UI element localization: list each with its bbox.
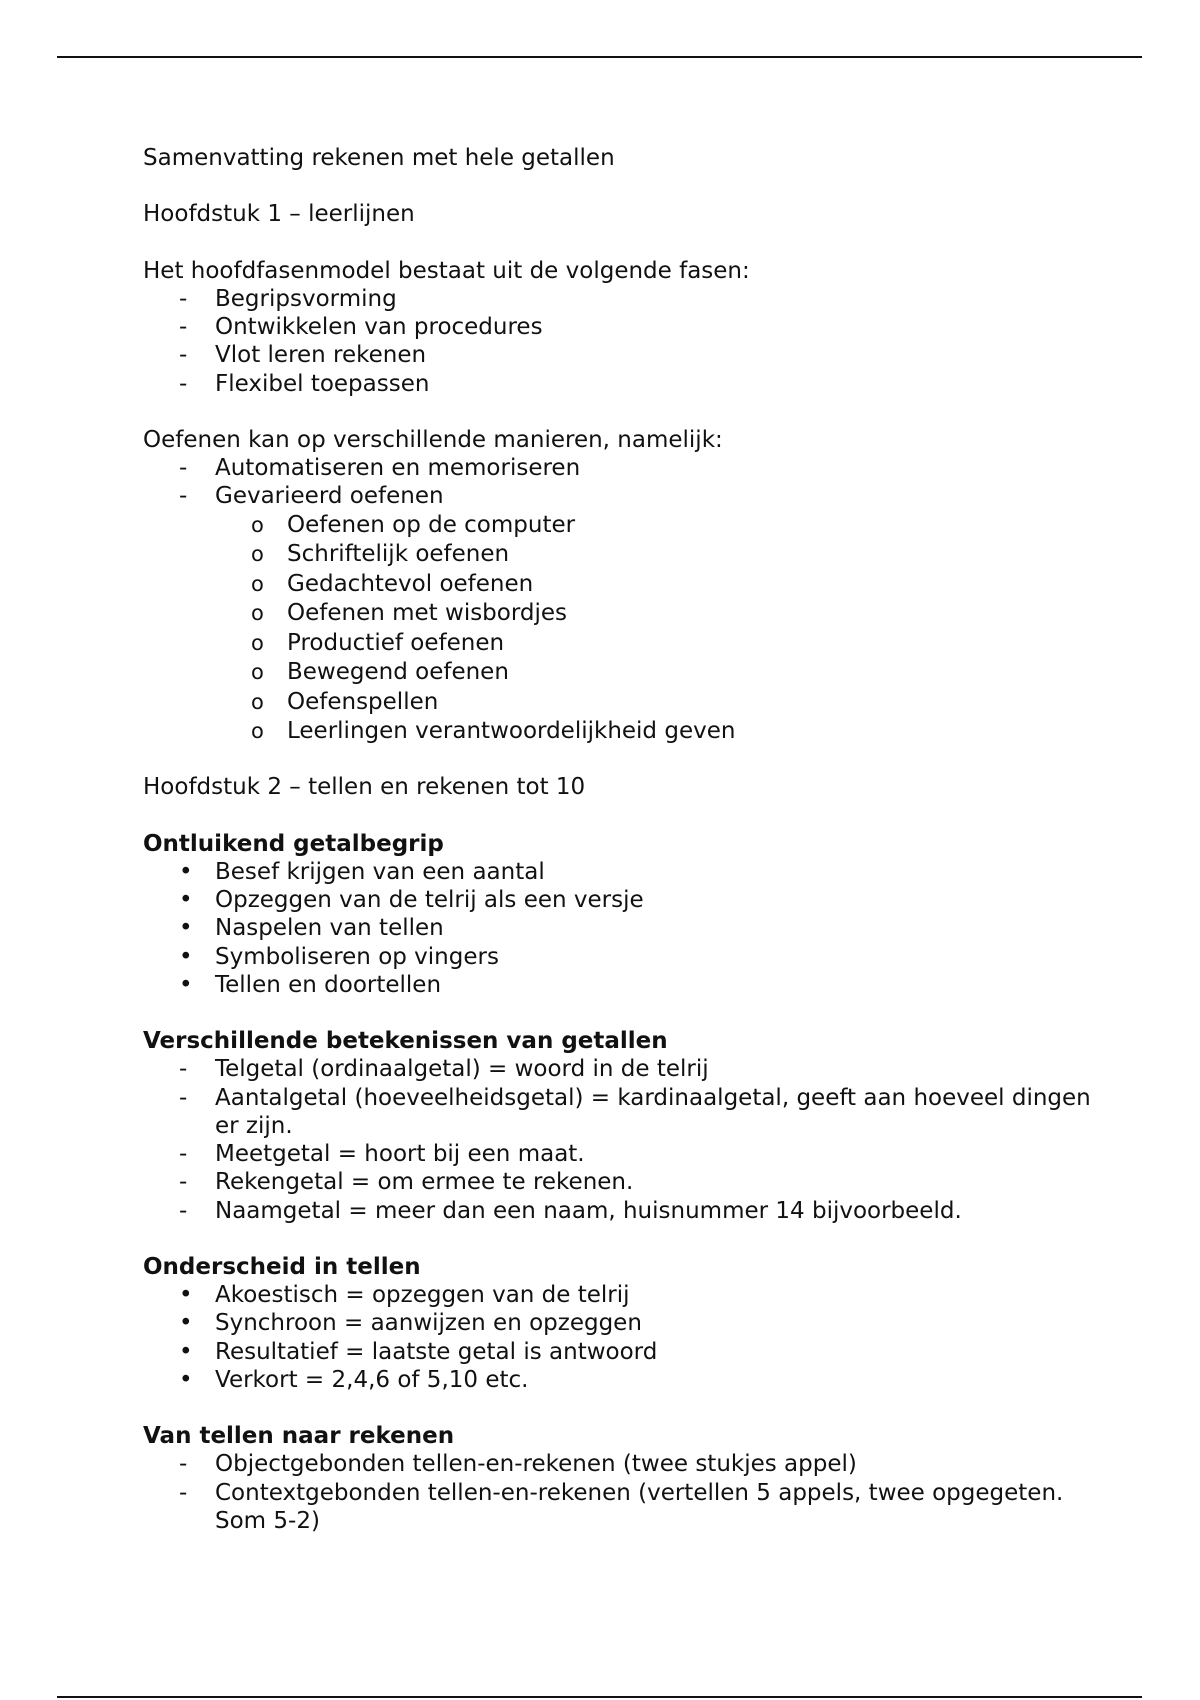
circle-marker: o — [251, 601, 264, 626]
list-item: - Contextgebonden tellen-en-rekenen (vertellen 5 appels, twee opgegeten. Som 5-2) — [179, 1479, 1064, 1534]
number-meanings-list — [143, 1055, 1103, 1224]
bullet-marker: • — [179, 1366, 193, 1393]
dash-marker: - — [179, 314, 188, 341]
list-item: o Productief oefenen — [251, 629, 505, 656]
list-item: - Automatiseren en memoriseren — [179, 455, 581, 482]
list-item: o Leerlingen verantwoordelijkheid geven — [251, 718, 736, 745]
list-item: • Symboliseren op vingers — [179, 943, 499, 970]
bullet-marker: • — [179, 971, 193, 998]
list-item: • Tellen en doortellen — [179, 971, 442, 998]
bullet-marker: • — [179, 1310, 193, 1337]
document-title: Samenvatting rekenen met hele getallen — [143, 145, 615, 171]
list-item: • Synchroon = aanwijzen en opzeggen — [179, 1310, 642, 1337]
bullet-marker: • — [179, 915, 193, 942]
practice-list — [143, 454, 1103, 510]
section-heading: Van tellen naar rekenen — [143, 1423, 455, 1450]
bullet-marker: • — [179, 859, 193, 886]
varied-practice-list — [143, 511, 1103, 746]
list-item: - Begripsvorming — [179, 285, 397, 312]
list-item: - Telgetal (ordinaalgetal) = woord in de telrij — [179, 1056, 709, 1083]
list-item: - Meetgetal = hoort bij een maat. — [179, 1141, 585, 1168]
phases-intro: Het hoofdfasenmodel bestaat uit de volgende fasen: — [143, 257, 750, 284]
section-heading: Ontluikend getalbegrip — [143, 830, 444, 857]
counting-types-list — [143, 1281, 1103, 1394]
list-item: • Verkort = 2,4,6 of 5,10 etc. — [179, 1366, 529, 1393]
dash-marker: - — [179, 1451, 188, 1478]
bullet-marker: • — [179, 887, 193, 914]
bullet-marker: • — [179, 1338, 193, 1365]
list-item: - Ontwikkelen van procedures — [179, 314, 543, 341]
dash-marker: - — [179, 370, 188, 397]
circle-marker: o — [251, 719, 264, 744]
section-heading: Verschillende betekenissen van getallen — [143, 1028, 668, 1055]
list-item: - Aantalgetal (hoeveelheidsgetal) = kardinaalgetal, geeft aan hoeveel dingen er zijn. — [179, 1084, 1091, 1139]
bullet-marker: • — [179, 1282, 193, 1309]
list-item: o Oefenspellen — [251, 688, 439, 715]
header-rule — [57, 56, 1142, 58]
document-body — [143, 144, 1103, 1535]
list-item: o Schriftelijk oefenen — [251, 541, 510, 568]
list-item: • Akoestisch = opzeggen van de telrij — [179, 1282, 630, 1309]
chapter-2-heading: Hoofdstuk 2 – tellen en rekenen tot 10 — [143, 774, 586, 801]
counting-to-calculating-list — [143, 1450, 1103, 1535]
list-item: - Objectgebonden tellen-en-rekenen (twee stukjes appel) — [179, 1451, 857, 1478]
list-item: - Vlot leren rekenen — [179, 342, 427, 369]
chapter-1-heading: Hoofdstuk 1 – leerlijnen — [143, 201, 415, 228]
dash-marker: - — [179, 1084, 188, 1111]
circle-marker: o — [251, 660, 264, 685]
phases-list — [143, 285, 1103, 398]
circle-marker: o — [251, 512, 264, 537]
list-item: • Naspelen van tellen — [179, 915, 444, 942]
list-item: - Naamgetal = meer dan een naam, huisnummer 14 bijvoorbeeld. — [179, 1197, 962, 1224]
list-item: - Flexibel toepassen — [179, 370, 430, 397]
dash-marker: - — [179, 1056, 188, 1083]
footer-rule — [57, 1696, 1142, 1698]
number-sense-list — [143, 858, 1103, 999]
practice-intro: Oefenen kan op verschillende manieren, namelijk: — [143, 426, 723, 453]
dash-marker: - — [179, 342, 188, 369]
section-heading: Onderscheid in tellen — [143, 1253, 421, 1280]
dash-marker: - — [179, 1141, 188, 1168]
dash-marker: - — [179, 1169, 188, 1196]
dash-marker: - — [179, 285, 188, 312]
list-item: o Gedachtevol oefenen — [251, 570, 534, 597]
bullet-marker: • — [179, 943, 193, 970]
list-item: • Resultatief = laatste getal is antwoord — [179, 1338, 658, 1365]
list-item: - Rekengetal = om ermee te rekenen. — [179, 1169, 634, 1196]
circle-marker: o — [251, 630, 264, 655]
list-item: o Oefenen met wisbordjes — [251, 600, 568, 627]
list-item: o Bewegend oefenen — [251, 659, 509, 686]
dash-marker: - — [179, 483, 188, 510]
dash-marker: - — [179, 1479, 188, 1506]
circle-marker: o — [251, 689, 264, 714]
circle-marker: o — [251, 571, 264, 596]
circle-marker: o — [251, 542, 264, 567]
list-item: o Oefenen op de computer — [251, 511, 576, 538]
dash-marker: - — [179, 1197, 188, 1224]
list-item: - Gevarieerd oefenen — [179, 483, 444, 510]
list-item: • Besef krijgen van een aantal — [179, 859, 545, 886]
dash-marker: - — [179, 455, 188, 482]
list-item: • Opzeggen van de telrij als een versje — [179, 887, 644, 914]
